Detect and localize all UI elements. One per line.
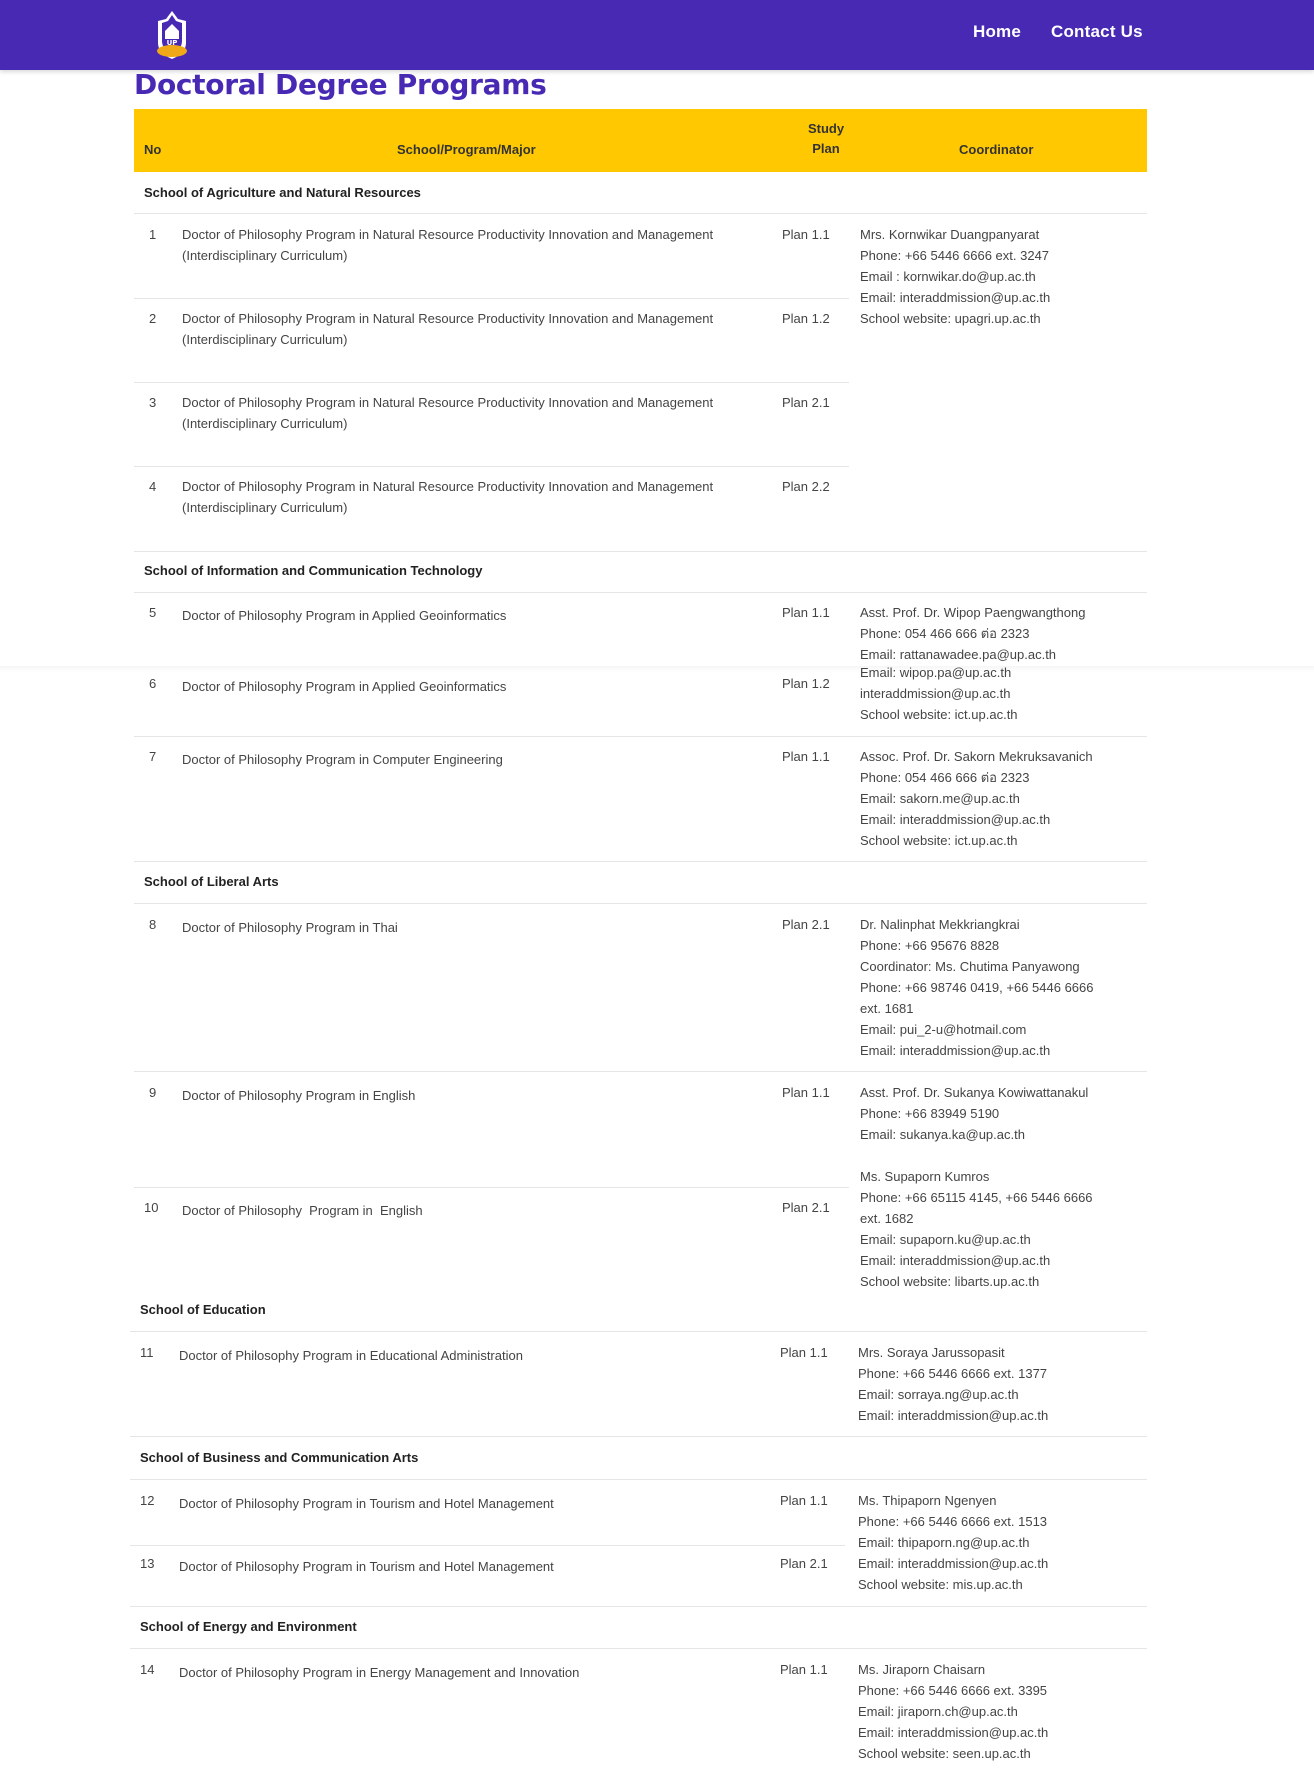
coordinator-contact xyxy=(858,1659,1048,1764)
section-header-business: School of Business and Communication Arts xyxy=(140,1450,419,1465)
column-header-no: No xyxy=(144,142,162,157)
program-name[interactable]: Doctor of Philosophy Program in Energy Management and Innovation xyxy=(179,1665,580,1680)
section-header-energy: School of Energy and Environment xyxy=(140,1619,357,1634)
row-number: 2 xyxy=(149,311,157,326)
nav-home-link[interactable]: Home xyxy=(973,22,1022,41)
coordinator-line: Phone: +66 65115 4145, +66 5446 6666 xyxy=(860,1190,1093,1205)
study-plan: Plan 2.1 xyxy=(782,917,830,932)
coordinator-contact xyxy=(860,746,1093,851)
row-number: 13 xyxy=(140,1556,155,1571)
top-navbar xyxy=(0,0,1314,70)
row-divider xyxy=(134,551,1147,552)
study-plan: Plan 1.1 xyxy=(780,1493,828,1508)
study-plan: Plan 1.1 xyxy=(782,605,830,620)
row-number: 4 xyxy=(149,479,157,494)
coordinator-line: School website: upagri.up.ac.th xyxy=(860,311,1041,326)
coordinator-line: Asst. Prof. Dr. Wipop Paengwangthong xyxy=(860,605,1086,620)
coordinator-contact xyxy=(860,914,1094,1061)
coordinator-line: Email: interaddmission@up.ac.th xyxy=(858,1408,1049,1423)
column-header-study-plan-line2: Plan xyxy=(812,141,840,156)
program-name-line2: (Interdisciplinary Curriculum) xyxy=(182,416,348,431)
coordinator-line: Phone: +66 5446 6666 ext. 3395 xyxy=(858,1683,1048,1698)
coordinator-contact xyxy=(860,224,1050,329)
coordinator-line: School website: mis.up.ac.th xyxy=(858,1577,1023,1592)
coordinator-line: Asst. Prof. Dr. Sukanya Kowiwattanakul xyxy=(860,1085,1089,1100)
program-name-line2: (Interdisciplinary Curriculum) xyxy=(182,500,348,515)
coordinator-line: Mrs. Kornwikar Duangpanyarat xyxy=(860,227,1040,242)
row-divider xyxy=(134,1187,849,1188)
program-name[interactable]: Doctor of Philosophy Program in English xyxy=(182,1088,416,1103)
coordinator-line: Email: interaddmission@up.ac.th xyxy=(858,1725,1049,1740)
program-name-line2: (Interdisciplinary Curriculum) xyxy=(182,248,348,263)
program-name[interactable] xyxy=(182,476,762,518)
program-name-line1: Doctor of Philosophy Program in Natural Resource Productivity Innovation and Management xyxy=(182,479,714,494)
coordinator-line: School website: ict.up.ac.th xyxy=(860,707,1018,722)
nav-contact-link[interactable]: Contact Us xyxy=(1051,22,1143,41)
coordinator-line: Ms. Supaporn Kumros xyxy=(860,1169,990,1184)
study-plan: Plan 2.1 xyxy=(782,1200,830,1215)
row-divider xyxy=(130,1479,1147,1480)
program-name-line2: (Interdisciplinary Curriculum) xyxy=(182,332,348,347)
coordinator-line: Email: sorraya.ng@up.ac.th xyxy=(858,1387,1019,1402)
program-name[interactable]: Doctor of Philosophy Program in Tourism and Hotel Management xyxy=(179,1496,554,1511)
row-number: 3 xyxy=(149,395,157,410)
university-logo[interactable] xyxy=(151,9,193,61)
coordinator-line: School website: ict.up.ac.th xyxy=(860,833,1018,848)
row-divider xyxy=(134,382,849,383)
study-plan: Plan 2.2 xyxy=(782,479,830,494)
coordinator-line: ext. 1682 xyxy=(860,1211,914,1226)
coordinator-line: Email: interaddmission@up.ac.th xyxy=(860,1043,1051,1058)
row-number: 6 xyxy=(149,676,157,691)
coordinator-line: Mrs. Soraya Jarussopasit xyxy=(858,1345,1005,1360)
row-divider xyxy=(134,466,849,467)
coordinator-line: Email: sakorn.me@up.ac.th xyxy=(860,791,1020,806)
row-divider xyxy=(134,298,849,299)
page-title: Doctoral Degree Programs xyxy=(134,68,547,101)
column-header-coordinator: Coordinator xyxy=(959,142,1034,157)
program-name[interactable]: Doctor of Philosophy Program in Educational Administration xyxy=(179,1348,523,1363)
row-divider xyxy=(130,1606,1147,1607)
screenshot-seam xyxy=(0,666,1314,672)
coordinator-line: Coordinator: Ms. Chutima Panyawong xyxy=(860,959,1080,974)
coordinator-line: Phone: +66 98746 0419, +66 5446 6666 xyxy=(860,980,1094,995)
row-divider xyxy=(134,903,1147,904)
program-name[interactable]: Doctor of Philosophy Program in Thai xyxy=(182,920,398,935)
study-plan: Plan 2.1 xyxy=(782,395,830,410)
program-name[interactable]: Doctor of Philosophy Program in Computer Engineering xyxy=(182,752,503,767)
coordinator-line: interaddmission@up.ac.th xyxy=(860,686,1011,701)
section-header-ict: School of Information and Communication Technology xyxy=(144,563,483,578)
coordinator-line: Email: pui_2-u@hotmail.com xyxy=(860,1022,1027,1037)
coordinator-line: Phone: +66 5446 6666 ext. 3247 xyxy=(860,248,1050,263)
program-name-line1: Doctor of Philosophy Program in Natural Resource Productivity Innovation and Management xyxy=(182,311,714,326)
coordinator-line: Email: supaporn.ku@up.ac.th xyxy=(860,1232,1031,1247)
program-name[interactable] xyxy=(182,224,762,266)
program-name[interactable] xyxy=(182,308,762,350)
coordinator-line: Email: wipop.pa@up.ac.th xyxy=(860,665,1012,680)
coordinator-contact xyxy=(860,602,1085,665)
section-header-education: School of Education xyxy=(140,1302,266,1317)
study-plan: Plan 1.1 xyxy=(782,749,830,764)
study-plan: Plan 1.2 xyxy=(782,311,830,326)
study-plan: Plan 2.1 xyxy=(780,1556,828,1571)
column-header-program: School/Program/Major xyxy=(397,142,536,157)
study-plan: Plan 1.2 xyxy=(782,676,830,691)
coordinator-line: Phone: +66 95676 8828 xyxy=(860,938,1000,953)
row-number: 12 xyxy=(140,1493,155,1508)
coordinator-line: Email: interaddmission@up.ac.th xyxy=(860,812,1051,827)
study-plan: Plan 1.1 xyxy=(782,1085,830,1100)
coordinator-line: Email : kornwikar.do@up.ac.th xyxy=(860,269,1036,284)
row-number: 14 xyxy=(140,1662,155,1677)
coordinator-line: Phone: +66 83949 5190 xyxy=(860,1106,1000,1121)
coordinator-contact xyxy=(858,1342,1048,1426)
coordinator-line: Email: jiraporn.ch@up.ac.th xyxy=(858,1704,1018,1719)
section-header-liberal-arts: School of Liberal Arts xyxy=(144,874,279,889)
coordinator-line: School website: seen.up.ac.th xyxy=(858,1746,1031,1761)
row-divider xyxy=(134,213,1147,214)
coordinator-line: Phone: 054 466 666 ต่อ 2323 xyxy=(860,770,1030,785)
row-divider xyxy=(134,861,1147,862)
program-name-line1: Doctor of Philosophy Program in Natural Resource Productivity Innovation and Management xyxy=(182,395,714,410)
program-name[interactable]: Doctor of Philosophy Program in Applied Geoinformatics xyxy=(182,608,507,623)
study-plan: Plan 1.1 xyxy=(780,1345,828,1360)
coordinator-line: Email: interaddmission@up.ac.th xyxy=(860,290,1051,305)
coordinator-line: Email: thipaporn.ng@up.ac.th xyxy=(858,1535,1030,1550)
row-number: 1 xyxy=(149,227,157,242)
row-divider xyxy=(130,1545,845,1546)
column-header-study-plan xyxy=(791,119,861,159)
coordinator-line: Email: sukanya.ka@up.ac.th xyxy=(860,1127,1025,1142)
coordinator-line: Email: interaddmission@up.ac.th xyxy=(858,1556,1049,1571)
row-divider xyxy=(130,1648,1147,1649)
section-header-agriculture: School of Agriculture and Natural Resources xyxy=(144,185,421,200)
program-name[interactable]: Doctor of Philosophy Program in English xyxy=(182,1203,423,1218)
coordinator-contact xyxy=(858,1490,1048,1595)
coordinator-line: Phone: +66 5446 6666 ext. 1513 xyxy=(858,1514,1048,1529)
coordinator-line: Phone: 054 466 666 ต่อ 2323 xyxy=(860,626,1030,641)
table-header xyxy=(134,109,1147,172)
program-name[interactable]: Doctor of Philosophy Program in Tourism and Hotel Management xyxy=(179,1559,554,1574)
row-number: 11 xyxy=(140,1345,154,1360)
column-header-study-plan-line1: Study xyxy=(807,121,845,136)
row-divider xyxy=(130,1436,1147,1437)
program-name[interactable] xyxy=(182,392,762,434)
coordinator-line: Assoc. Prof. Dr. Sakorn Mekruksavanich xyxy=(860,749,1093,764)
row-number: 5 xyxy=(149,605,157,620)
coordinator-contact xyxy=(860,662,1018,725)
program-name-line1: Doctor of Philosophy Program in Natural Resource Productivity Innovation and Management xyxy=(182,227,714,242)
row-number: 7 xyxy=(149,749,157,764)
row-number: 8 xyxy=(149,917,157,932)
study-plan: Plan 1.1 xyxy=(782,227,830,242)
coordinator-line: School website: libarts.up.ac.th xyxy=(860,1274,1040,1289)
coordinator-line: Ms. Jiraporn Chaisarn xyxy=(858,1662,986,1677)
coordinator-line: Phone: +66 5446 6666 ext. 1377 xyxy=(858,1366,1048,1381)
row-divider xyxy=(134,592,1147,593)
coordinator-line: Ms. Thipaporn Ngenyen xyxy=(858,1493,997,1508)
coordinator-contact xyxy=(860,1082,1093,1292)
row-divider xyxy=(130,1331,1147,1332)
coordinator-line xyxy=(860,1145,1093,1166)
coordinator-line: ext. 1681 xyxy=(860,1001,914,1016)
coordinator-line: Email: rattanawadee.pa@up.ac.th xyxy=(860,647,1057,662)
svg-text:UP: UP xyxy=(166,39,178,47)
row-divider xyxy=(134,736,1147,737)
study-plan: Plan 1.1 xyxy=(780,1662,828,1677)
coordinator-line: Dr. Nalinphat Mekkriangkrai xyxy=(860,917,1020,932)
coordinator-line: Email: interaddmission@up.ac.th xyxy=(860,1253,1051,1268)
row-number: 9 xyxy=(149,1085,157,1100)
row-divider xyxy=(134,1071,1147,1072)
row-number: 10 xyxy=(144,1200,159,1215)
program-name[interactable]: Doctor of Philosophy Program in Applied Geoinformatics xyxy=(182,679,507,694)
